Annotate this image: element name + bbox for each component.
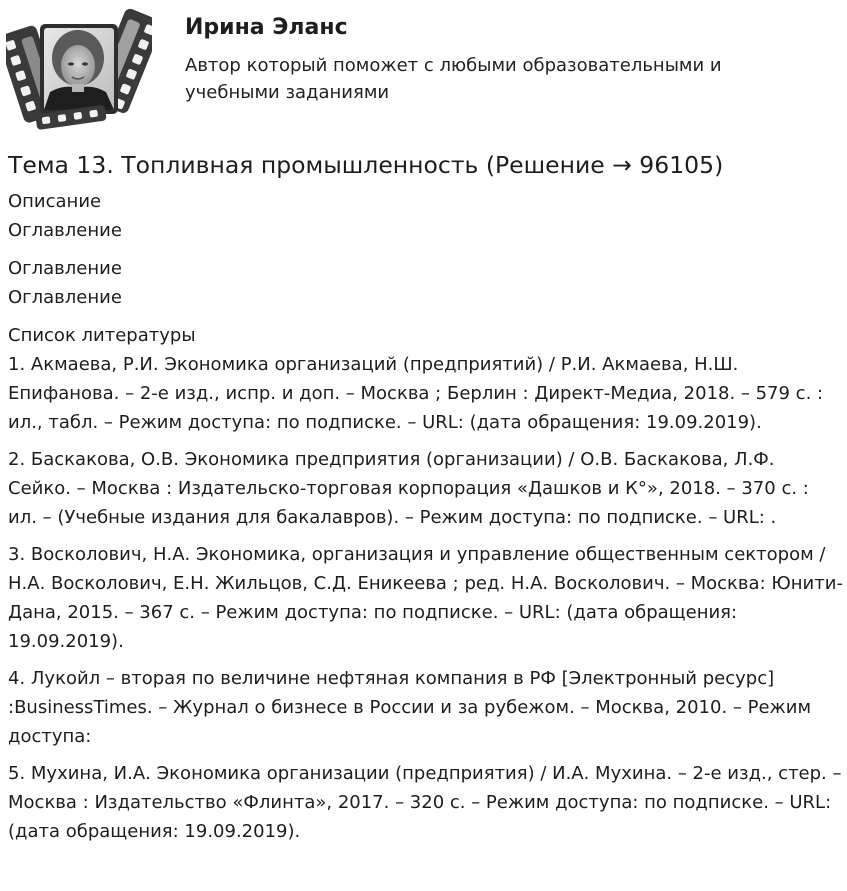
toc-label-1: Оглавление (8, 220, 122, 241)
author-description: Автор который поможет с любыми образовательными и учебными заданиями (185, 55, 722, 103)
reference-item: 5. Мухина, И.А. Экономика организации (предприятия) / И.А. Мухина. – 2-е изд., стер. – Москва : Издательство «Флинта», 2017. – 320 с. – Режим доступа: по подписке. – URL: (дата обращения: 19.09.2019). (8, 763, 842, 842)
description-heading: Описание (8, 191, 102, 212)
reference-item: 2. Баскакова, О.В. Экономика предприятия (организации) / О.В. Баскакова, Л.Ф. Сейко. – Москва : Издательско-торговая корпорация «Дашков и К°», 2018. – 370 с. : ил. – (Учебные издания для бакалавров). – Режим доступа: по подписке. – URL: . (8, 449, 809, 528)
reference-item: 4. Лукойл – вторая по величине нефтяная компания в РФ [Электронный ресурс] :BusinessTimes. – Журнал о бизнесе в России и за рубежом. – Москва, 2010. – Режим доступа: (8, 668, 812, 747)
reference-list (8, 350, 843, 846)
document-title: Тема 13. Топливная промышленность (Решение → 96105) (8, 151, 724, 179)
document-content (8, 187, 843, 846)
reference-item: 3. Восколович, Н.А. Экономика, организация и управление общественным сектором / Н.А. Восколович, Е.Н. Жильцов, С.Д. Еникеева ; ред. Н.А. Восколович. – Москва: Юнити-Дана, 2015. – 367 с. – Режим доступа: по подписке. – URL: (дата обращения: 19.09.2019). (8, 544, 843, 652)
author-name[interactable]: Ирина Эланс (185, 15, 348, 40)
reference-item: 1. Акмаева, Р.И. Экономика организаций (предприятий) / Р.И. Акмаева, Н.Ш. Епифанова. – 2-е изд., испр. и доп. – Москва ; Берлин : Директ-Медиа, 2018. – 579 с. : ил., табл. – Режим доступа: по подписке. – URL: (дата обращения: 19.09.2019). (8, 354, 824, 433)
toc-label-2: Оглавление (8, 258, 122, 279)
author-header (0, 0, 847, 140)
author-avatar[interactable] (6, 6, 152, 130)
toc-label-3: Оглавление (8, 287, 122, 308)
bibliography-heading: Список литературы (8, 325, 196, 346)
film-strip-avatar-image (6, 6, 152, 130)
